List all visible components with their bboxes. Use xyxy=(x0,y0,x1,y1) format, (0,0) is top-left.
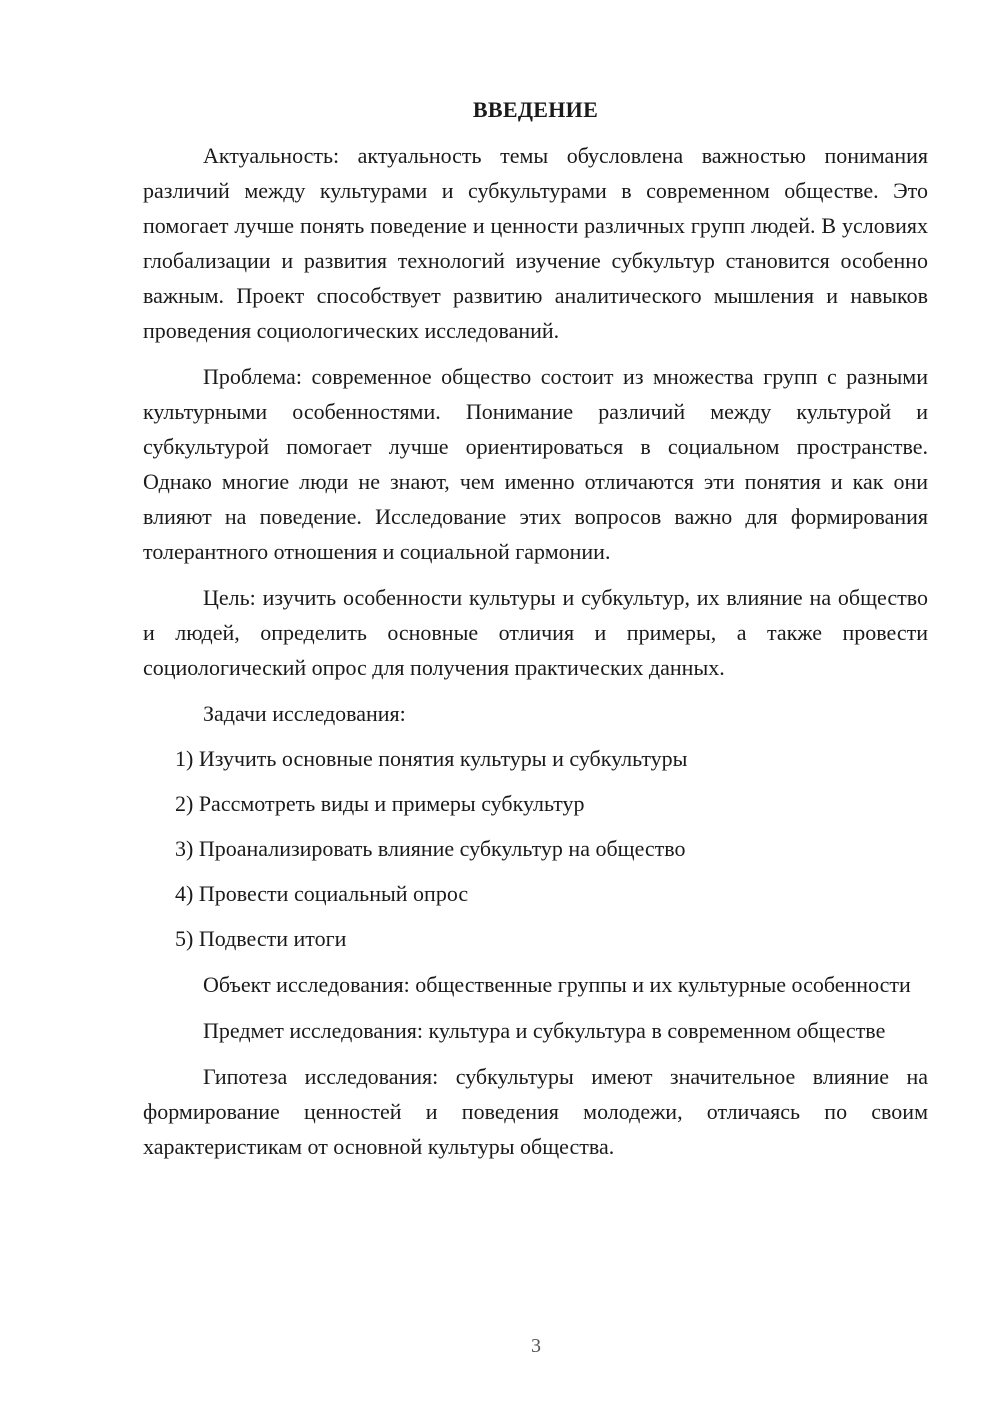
task-item: 5) Подвести итоги xyxy=(175,926,347,951)
tasks-heading: Задачи исследования: xyxy=(203,701,406,726)
goal-paragraph: Цель: изучить особенности культуры и субкультур, их влияние на общество и людей, определить основные отличия и примеры, а также провести социологический опрос для получения практических данных. xyxy=(143,585,928,680)
object-paragraph: Объект исследования: общественные группы и их культурные особенности xyxy=(203,972,911,997)
section-title: ВВЕДЕНИЕ xyxy=(472,97,599,122)
page-content xyxy=(143,94,928,1175)
subject-paragraph: Предмет исследования: культура и субкультура в современном обществе xyxy=(203,1018,886,1043)
tasks-list xyxy=(143,741,928,956)
task-item: 1) Изучить основные понятия культуры и субкультуры xyxy=(175,746,688,771)
relevance-paragraph: Актуальность: актуальность темы обусловлена важностью понимания различий между культурами и субкультурами в современном обществе. Это помогает лучше понять поведение и ценности различных групп людей. В условиях глобализации и развития технологий изучение субкультур становится особенно важным. Проект способствует развитию аналитического мышления и навыков проведения социологических исследований. xyxy=(143,143,928,343)
task-item: 4) Провести социальный опрос xyxy=(175,881,469,906)
task-item: 2) Рассмотреть виды и примеры субкультур xyxy=(175,791,585,816)
task-item: 3) Проанализировать влияние субкультур на общество xyxy=(175,836,686,861)
page-number: 3 xyxy=(531,1335,541,1357)
hypothesis-paragraph: Гипотеза исследования: субкультуры имеют значительное влияние на формирование ценностей и поведения молодежи, отличаясь по своим характеристикам от основной культуры общества. xyxy=(143,1064,928,1159)
problem-paragraph: Проблема: современное общество состоит из множества групп с разными культурными особенностями. Понимание различий между культурой и субкультурой помогает лучше ориентироваться в социальном пространстве. Однако многие люди не знают, чем именно отличаются эти понятия и как они влияют на поведение. Исследование этих вопросов важно для формирования толерантного отношения и социальной гармонии. xyxy=(143,364,928,564)
